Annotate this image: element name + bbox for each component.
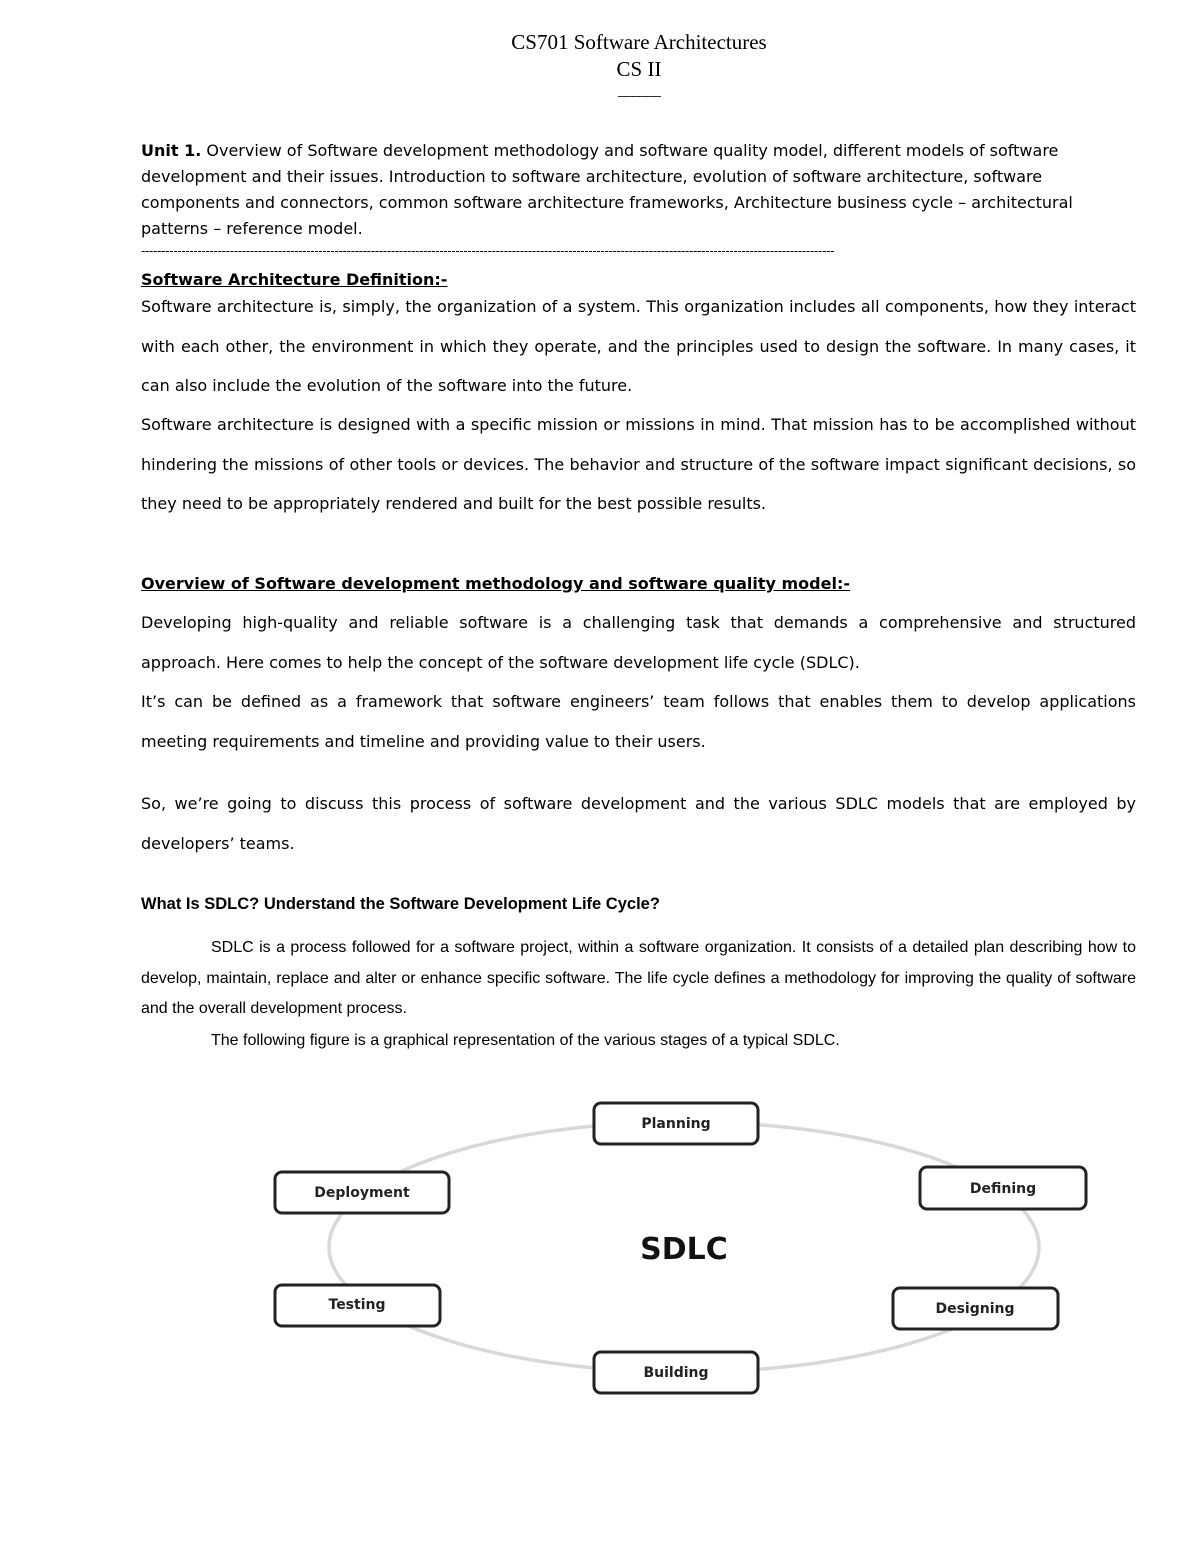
sdlc-center-label: SDLC [640, 1232, 728, 1267]
sdlc-paragraph-2: The following figure is a graphical representation of the various stages of a typical SDLC. [211, 1032, 840, 1049]
definition-paragraph-2: Software architecture is designed with a specific mission or missions in mind. That mission has to be accomplished without hindering the missions of other tools or devices. The behavior and structure of the software impact significant decisions, so they need to be appropriately rendered and built for the best possible results. [141, 415, 1136, 513]
stage-deployment [275, 1172, 449, 1213]
course-title: CS701 Software Architectures [511, 30, 767, 54]
stage-testing [275, 1285, 440, 1326]
unit-text: Overview of Software development methodology and software quality model, different models of software development and their issues. Introduction to software architecture, evolution of software architecture, software components and connectors, common software architecture frameworks, Architecture business cycle – architectural patterns – reference model. [141, 141, 1073, 238]
stage-designing-label: Designing [935, 1301, 1015, 1317]
sdlc-paragraph-1-text: SDLC is a process followed for a software project, within a software organization. It consists of a detailed plan describing how to develop, maintain, replace and alter or enhance specific software. The life cycle defines a methodology for improving the quality of software and the overall development process. [141, 939, 1136, 1017]
title-rule: ______ [618, 82, 660, 99]
stage-building [594, 1352, 758, 1393]
stage-planning-label: Planning [641, 1116, 711, 1132]
course-subtitle: CS II [616, 57, 662, 81]
stage-defining-label: Defining [969, 1181, 1037, 1197]
stage-deployment-label: Deployment [314, 1185, 410, 1201]
section-separator: ---------------------------------------------------------------------------------------------------------------------------------------------------------------------------- [141, 244, 835, 258]
heading-software-architecture-definition: Software Architecture Definition:- [141, 270, 448, 289]
stage-building-label: Building [643, 1365, 709, 1381]
stage-planning [594, 1103, 758, 1144]
sdlc-question-heading: What Is SDLC? Understand the Software Development Life Cycle? [141, 895, 660, 913]
heading-methodology-overview: Overview of Software development methodology and software quality model:- [141, 574, 850, 593]
definition-paragraph-1: Software architecture is, simply, the organization of a system. This organization includes all components, how they interact with each other, the environment in which they operate, and the principles used to design the software. In many cases, it can also include the evolution of the software into the future. [141, 297, 1136, 395]
overview-paragraph-2: It’s can be defined as a framework that software engineers’ team follows that enables them to develop applications meeting requirements and timeline and providing value to their users. [141, 692, 1136, 751]
stage-testing-label: Testing [328, 1297, 386, 1313]
stage-defining [920, 1167, 1086, 1209]
stage-designing [893, 1288, 1058, 1329]
overview-paragraph-3: So, we’re going to discuss this process of software development and the various SDLC models that are employed by developers’ teams. [141, 794, 1136, 853]
overview-paragraph-1: Developing high-quality and reliable software is a challenging task that demands a comprehensive and structured approach. Here comes to help the concept of the software development life cycle (SDLC). [141, 613, 1136, 672]
unit-label: Unit 1. [141, 141, 202, 160]
